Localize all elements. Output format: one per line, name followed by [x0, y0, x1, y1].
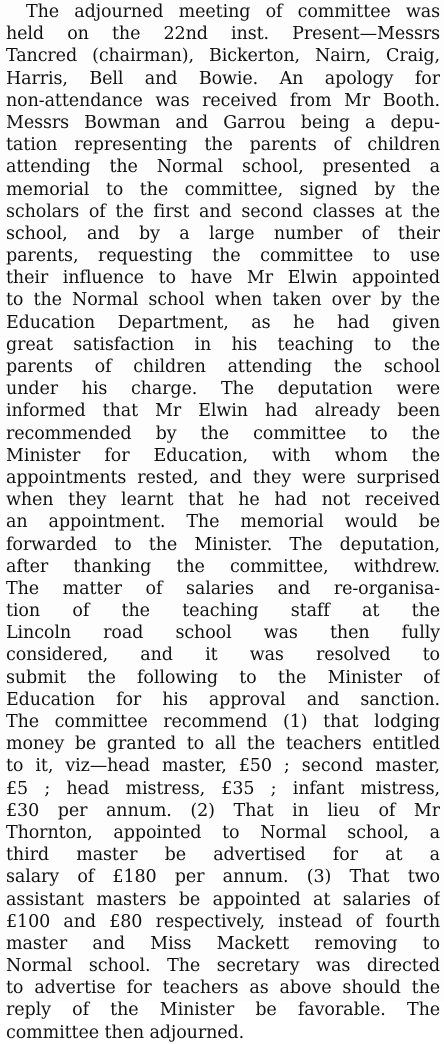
article-line: non-attendance was received from Mr Booth.: [6, 90, 440, 111]
article-line: forwarded to the Minister. The deputation,: [6, 534, 440, 555]
article-line: school, and by a large number of their: [6, 223, 440, 244]
article-line: The committee recommend (1) that lodging: [6, 712, 440, 732]
article-line: Education for his approval and sanction.: [6, 689, 440, 710]
article-line: committee then adjourned.: [6, 1022, 245, 1043]
article-line: The matter of salaries and re-organisa-: [6, 578, 440, 599]
article-line: £100 and £80 respectively, instead of fourth: [6, 911, 440, 932]
article-line: assistant masters be appointed at salaries of: [6, 889, 440, 910]
article-line: submit the following to the Minister of: [6, 667, 440, 688]
article-line: money be granted to all the teachers entitled: [6, 734, 440, 755]
article-line: to the Normal school when taken over by the: [6, 290, 440, 311]
article-line: The adjourned meeting of committee was: [26, 2, 440, 22]
article-line: Minister for Education, with whom the: [6, 445, 440, 466]
article-line: Lincoln road school was then fully: [6, 623, 440, 644]
article-line: Messrs Bowman and Garrou being a depu-: [6, 112, 440, 133]
article-line: an appointment. The memorial would be: [6, 512, 440, 533]
article-line: tation representing the parents of children: [6, 135, 440, 156]
article-line: Education Department, as he had given: [6, 312, 440, 333]
article-line: attending the Normal school, presented a: [6, 157, 440, 178]
article-line: reply of the Minister be favorable. The: [6, 1000, 440, 1021]
article-line: Tancred (chairman), Bickerton, Nairn, Craig,: [6, 46, 440, 67]
article-line: Harris, Bell and Bowie. An apology for: [6, 68, 440, 89]
article-line: recommended by the committee to the: [6, 423, 440, 444]
article-line: scholars of the first and second classes at the: [6, 201, 440, 222]
article-line: salary of £180 per annum. (3) That two: [6, 867, 440, 888]
article-line: great satisfaction in his teaching to the: [6, 334, 440, 355]
article-line: their influence to have Mr Elwin appointed: [6, 268, 440, 289]
article-line: memorial to the committee, signed by the: [6, 179, 440, 200]
article-line: parents of children attending the school: [6, 357, 440, 377]
article-line: appointments rested, and they were surprised: [6, 467, 440, 488]
article-line: Thornton, appointed to Normal school, a: [6, 822, 440, 843]
article-line: master and Miss Mackett removing to: [6, 933, 440, 954]
article-line: informed that Mr Elwin had already been: [6, 401, 440, 422]
article-line: under his charge. The deputation were: [6, 379, 440, 400]
article-line: after thanking the committee, withdrew.: [6, 556, 440, 577]
article-line: parents, requesting the committee to use: [6, 246, 440, 267]
article-line: Normal school. The secretary was directed: [6, 956, 440, 977]
article-line: £30 per annum. (2) That in lieu of Mr: [6, 800, 440, 821]
article-line: considered, and it was resolved to: [6, 645, 440, 666]
article-line: to advertise for teachers as above should the: [6, 978, 440, 999]
article-column: [6, 1, 440, 1044]
article-line: held on the 22nd inst. Present—Messrs: [6, 24, 440, 45]
article-line: third master be advertised for at a: [6, 845, 440, 866]
article-line: to it, viz—head master, £50 ; second master,: [6, 756, 440, 777]
article-line: tion of the teaching staff at the: [6, 601, 440, 622]
article-line: when they learnt that he had not received: [6, 490, 440, 511]
article-line: £5 ; head mistress, £35 ; infant mistress,: [6, 778, 440, 799]
